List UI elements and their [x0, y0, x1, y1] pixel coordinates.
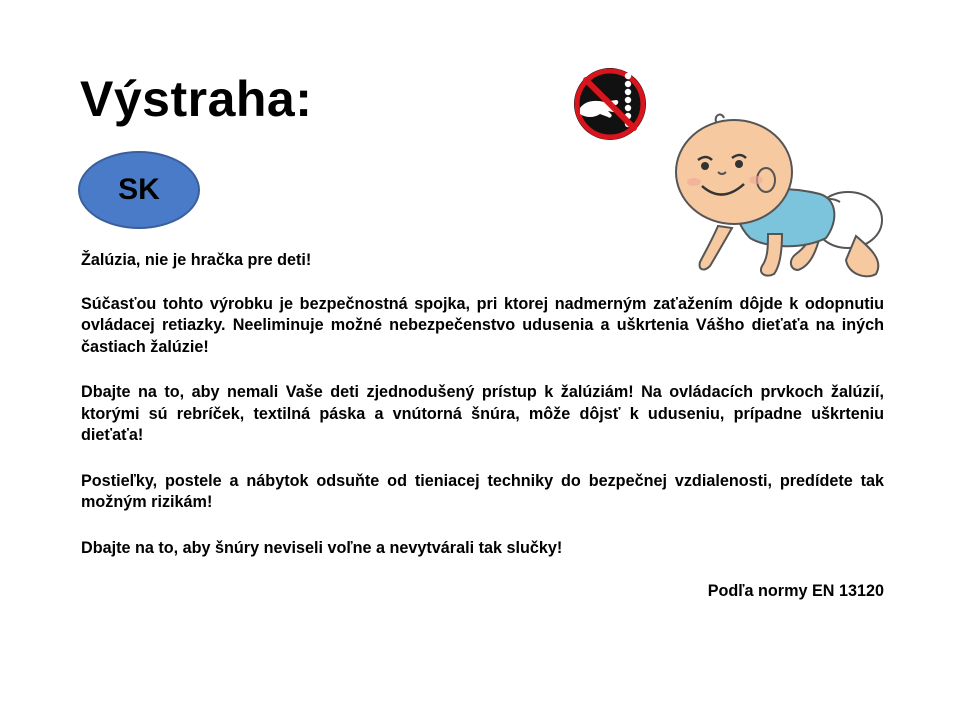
no-children-blind-cord-icon: [556, 64, 664, 146]
warning-paragraph-2: Súčasťou tohto výrobku je bezpečnostná spojka, pri ktorej nadmerným zaťažením dôjde k odopnutiu ovládacej retiazky. Neeliminuje možné nebezpečenstvo udusenia a uškrtenia Vášho dieťaťa na iných častiach žalúzie!: [81, 294, 884, 356]
warning-paragraph-4: Postieľky, postele a nábytok odsuňte od tieniacej techniky do bezpečnej vzdialenosti, predídete tak možným rizikám!: [81, 471, 884, 511]
warning-text: [81, 250, 884, 603]
language-badge-label: SK: [118, 173, 160, 206]
warning-paragraph-1: Žalúzia, nie je hračka pre deti!: [81, 251, 312, 269]
page-title: Výstraha:: [80, 71, 313, 127]
language-badge: [78, 151, 200, 229]
warning-paragraph-3: Dbajte na to, aby nemali Vaše deti zjednodušený prístup k žalúziám! Na ovládacích prvkoch žalúzií, ktorými sú rebríček, textilná páska a vnútorná šnúra, môže dôjsť k uduseniu, prípadne uškrteniu dieťaťa!: [81, 383, 884, 444]
norm-reference: Podľa normy EN 13120: [707, 582, 884, 600]
warning-paragraph-5: Dbajte na to, aby šnúry neviseli voľne a nevytvárali tak slučky!: [81, 538, 563, 557]
